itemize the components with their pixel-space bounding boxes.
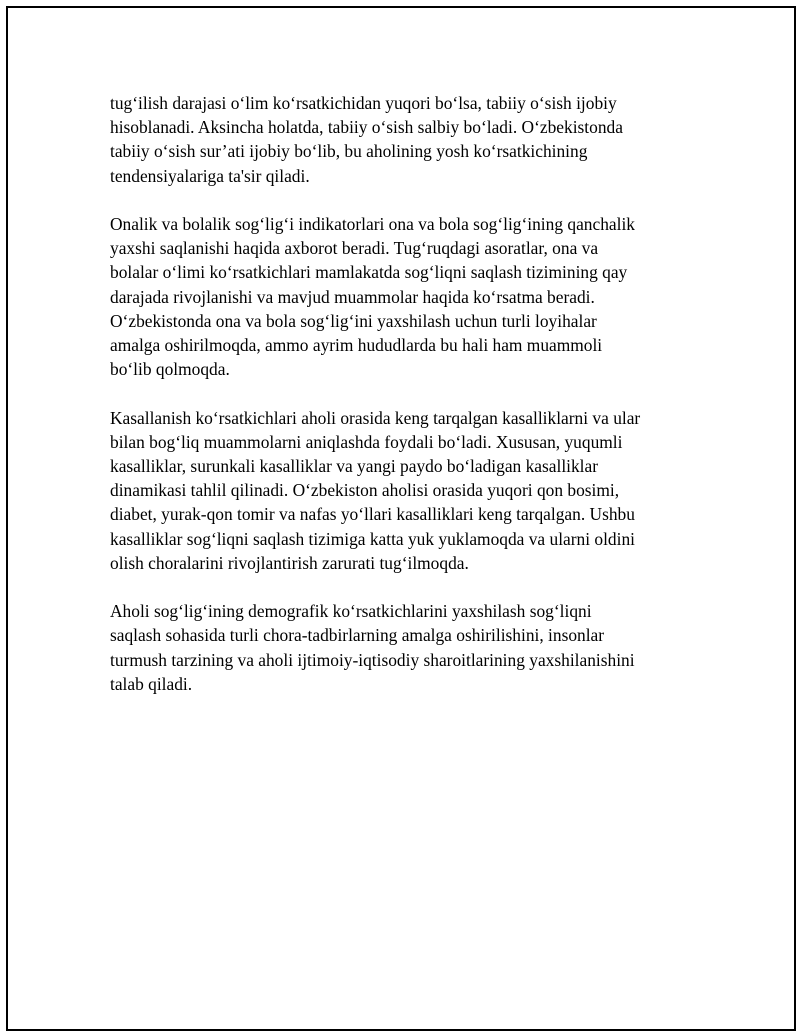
paragraph-improvement: Aholi sog‘lig‘ining demografik ko‘rsatkichlarini yaxshilash sog‘liqni saqlash sohasida turli chora-tadbirlarning amalga oshirilishini, insonlar turmush tarzining va aholi ijtimoiy-iqtisodiy sharoitlarining yaxshilanishini talab qiladi. — [110, 601, 635, 694]
paragraph-morbidity: Kasallanish ko‘rsatkichlari aholi orasida keng tarqalgan kasalliklarni va ular bilan bog‘liq muammolarni aniqlashda foydali bo‘ladi. Xususan, yuqumli kasalliklar, surunkali kasalliklar va yangi paydo bo‘ladigan kasalliklar dinamikasi tahlil qilinadi. O‘zbekiston aholisi orasida yuqori qon bosimi, diabet, yurak-qon tomir va nafas yo‘llari kasalliklari keng tarqalgan. Ushbu kasalliklar sog‘liqni saqlash tizimiga katta yuk yuklamoqda va ularni oldini olish choralarini rivojlantirish zarurati tug‘ilmoqda. — [110, 407, 641, 573]
document-body — [110, 91, 700, 720]
paragraph-natural-growth: tug‘ilish darajasi o‘lim ko‘rsatkichidan yuqori bo‘lsa, tabiiy o‘sish ijobiy hisoblanadi. Aksincha holatda, tabiiy o‘sish salbiy bo‘ladi. O‘zbekistonda tabiiy o‘sish sur’ati ijobiy bo‘lib, bu aholining yosh ko‘rsatkichining tendensiyalariga ta'sir qiladi. — [110, 93, 623, 186]
paragraph-maternal-child-health: Onalik va bolalik sog‘lig‘i indikatorlari ona va bola sog‘lig‘ining qanchalik yaxshi saqlanishi haqida axborot beradi. Tug‘ruqdagi asoratlar, ona va bolalar o‘limi ko‘rsatkichlari mamlakatda sog‘liqni saqlash tizimining qay darajada rivojlanishi va mavjud muammolar haqida ko‘rsatma beradi. O‘zbekistonda ona va bola sog‘lig‘ini yaxshilash uchun turli loyihalar amalga oshirilmoqda, ammo ayrim hududlarda bu hali ham muammoli bo‘lib qolmoqda. — [110, 214, 635, 380]
